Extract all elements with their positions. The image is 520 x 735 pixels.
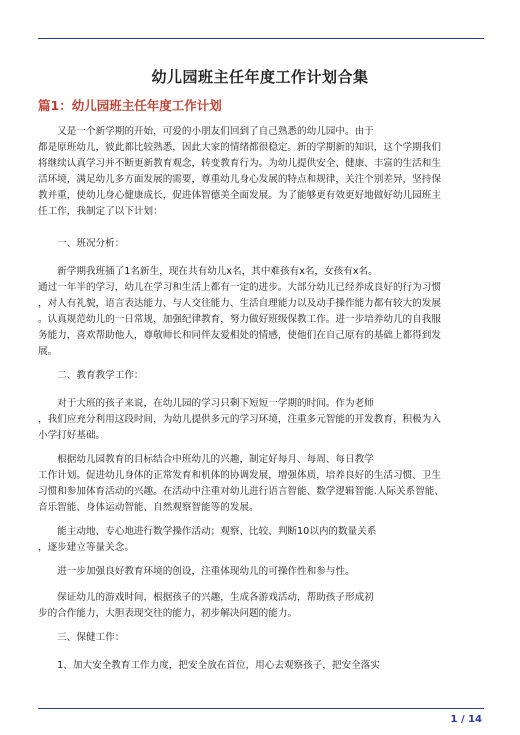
paragraph xyxy=(38,524,484,556)
text-line: 步的合作能力，大胆表现交往的能力，初步解决问题的能力。 xyxy=(38,608,298,619)
text-line: ，我们应充分利用这段时间，为幼儿提供多元的学习环境，注重多元智能的开发教育，积极为入 xyxy=(38,414,441,425)
text-line: 保证幼儿的游戏时间，根据孩子的兴趣，生成各游戏活动，帮助孩子形成初 xyxy=(38,592,374,603)
text-line: 习惯和参加体育活动的兴趣。在活动中注重对幼儿进行语言智能、数学逻辑智能.人际关系智能、 xyxy=(38,486,444,497)
text-line: 务能力，喜欢帮助他人，尊敬师长和同伴友爱相处的情感，使他们在自己原有的基础上都得到发 xyxy=(38,330,441,341)
text-line: 三、保健工作： xyxy=(38,632,125,643)
text-line: 进一步加强良好教育环境的创设，注重体现幼儿的可操作性和参与性。 xyxy=(38,566,355,577)
paragraph xyxy=(38,630,484,646)
text-line: 新学期我班插了1名新生，现在共有幼儿x名，其中难孩有x名，女孩有x名。 xyxy=(38,266,378,277)
header-rule xyxy=(38,38,484,39)
text-line: 二、教育教学工作： xyxy=(38,370,144,381)
text-line: 音乐智能、身体运动智能、自然观察智能等的发展。 xyxy=(38,502,259,513)
text-line: 小学打好基础。 xyxy=(38,430,106,441)
paragraph xyxy=(38,124,484,220)
footer-rule xyxy=(38,708,484,709)
text-line: ，逐步建立等量关念。 xyxy=(38,542,134,553)
text-line: 对于大班的孩子来说，在幼儿园的学习只剩下短短一学期的时间。作为老师 xyxy=(38,398,374,409)
text-line: 活环境，满足幼儿多方面发展的需要，尊重幼儿身心发展的特点和规律，关注个别差异，坚持保 xyxy=(38,174,441,185)
text-line: 教并重，使幼儿身心健康成长，促进体智德美全面发展。为了能够更有效更好地做好幼儿园班主 xyxy=(38,190,441,201)
text-line: 通过一年半的学习，幼儿在学习和生活上都有一定的进步。大部分幼儿已经养成良好的行为习惯 xyxy=(38,282,441,293)
text-line: ，对人有礼貌，语言表达能力、与人交往能力、生活自理能力以及动手操作能力都有较大的发展 xyxy=(38,298,441,309)
paragraph xyxy=(38,658,484,674)
text-line: 一、班况分析： xyxy=(38,238,125,249)
paragraph xyxy=(38,564,484,580)
text-line: 将继续认真学习并不断更新教育观念，转变教育行为。为幼儿提供安全、健康、丰富的生活和生 xyxy=(38,158,441,169)
document-title: 幼儿园班主任年度工作计划合集 xyxy=(151,68,369,86)
text-line: 工作计划。促进幼儿身体的正常发育和机体的协调发展，增强体质，培养良好的生活习惯、卫生 xyxy=(38,470,441,481)
paragraph xyxy=(38,264,484,360)
text-line: 都是原班幼儿，彼此都比较熟悉，因此大家的情绪都很稳定。新的学期新的知识，这个学期我们 xyxy=(38,142,441,153)
text-line: 任工作，我制定了以下计划： xyxy=(38,206,163,217)
text-line: 根据幼儿园教育的目标结合中班幼儿的兴趣，制定好每月、每周、每日教学 xyxy=(38,454,374,465)
paragraph xyxy=(38,396,484,444)
page-indicator: 1 / 14 xyxy=(450,714,482,725)
text-line: 。认真规范幼儿的一日常规，加强纪律教育，努力做好班级保教工作。进一步培养幼儿的自我服 xyxy=(38,314,441,325)
text-line: 展。 xyxy=(38,346,58,357)
text-line: 能主动地、专心地进行数学操作活动；观察、比较、判断10以内的数量关系 xyxy=(38,526,377,537)
section-heading: 篇1：幼儿园班主任年度工作计划 xyxy=(38,98,222,113)
paragraph xyxy=(38,368,484,384)
paragraph xyxy=(38,590,484,622)
text-line: 1、加大安全教育工作力度，把安全放在首位，用心去观察孩子，把安全落实 xyxy=(38,660,380,671)
paragraph xyxy=(38,452,484,516)
paragraph xyxy=(38,236,484,252)
text-line: 又是一个新学期的开始，可爱的小朋友们回到了自己熟悉的幼儿园中。由于 xyxy=(38,126,374,137)
